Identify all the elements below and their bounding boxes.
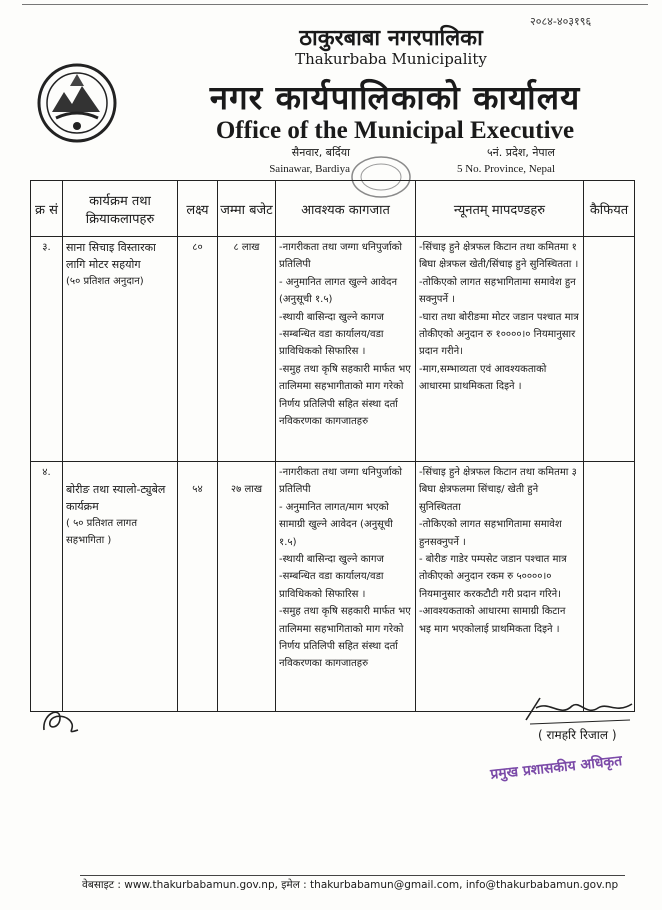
- target-value: ५४: [192, 484, 203, 495]
- row-documents: [276, 462, 416, 712]
- row-program: [63, 237, 178, 462]
- header-criteria: न्यूनतम् मापदण्डहरु: [416, 181, 584, 237]
- budget-value: २७ लाख: [230, 484, 263, 495]
- criteria-item: -सिंचाइ हुने क्षेत्रफल किटान तथा कमितमा ३ बिघा क्षेत्रफलमा सिंचाइ/ खेती हुने सुनिस्चितता: [419, 467, 577, 513]
- criteria-item: -आवश्यकताको आधारमा सामाग्री किटान भइ माग भएकोलाई प्राथमिकता दिइने ।: [419, 606, 566, 635]
- row-budget: ८ लाख: [218, 237, 276, 462]
- document-item: -नागरीकता तथा जग्गा धनिपुर्जाको प्रतिलिपी: [279, 467, 402, 496]
- row-sn: ३.: [31, 237, 63, 462]
- row-target: ८०: [178, 237, 218, 462]
- criteria-item: -तोकिएको लागत सहभागितामा समावेश हुन सक्नुपर्ने ।: [419, 276, 576, 306]
- program-name: साना सिचाइ विस्तारका लागि मोटर सहयोग: [66, 241, 156, 271]
- document-item: -समुह तथा कृषि सहकारी मार्फत भए तालिममा सहभागीताको माग गरेको निर्णय प्रतिलिपी सहित संस्था दर्ता नविकरणका कागजातहरु: [279, 363, 411, 428]
- document-item: -नागरीकता तथा जग्गा धनिपुर्जाको प्रतिलिपी: [279, 242, 402, 271]
- document-item: -समुह तथा कृषि सहकारी मार्फत भए तालिममा सहभागिताको माग गरेको निर्णय प्रतिलिपी सहित संस्था दर्ता नविकरणका कागजातहरु: [279, 606, 411, 670]
- header-documents: आवश्यक कागजात: [276, 181, 416, 237]
- row-criteria: [416, 237, 584, 462]
- header-sn: क्र सं: [31, 181, 63, 237]
- address-left-english: Sainawar, Bardiya: [269, 163, 350, 175]
- document-item: -स्थायी बासिन्दा खुल्ने कागज: [279, 554, 384, 566]
- document-item: - अनुमानित लागत/माग भएको सामाग्री खुल्ने आवेदन (अनुसूची १.५): [279, 501, 393, 548]
- address-left-nepali: सैनवार, बर्दिया: [291, 146, 350, 159]
- program-table: [30, 180, 635, 712]
- footer-contact: वेबसाइट : www.thakurbabamun.gov.np, इमेल : thakurbabamun@gmail.com, info@thakurbabamun.gov.np: [82, 879, 619, 891]
- criteria-item: - बोरीङ गाडेर पम्पसेट जडान पश्चात मात्र तोकीएको अनुदान रकम रु ५००००।० नियमानुसार करकटौटी गरी प्रदान गरिने।: [419, 554, 567, 600]
- document-item: -सम्बन्धित वडा कार्यालय/वडा प्राविधिकको सिफारिस ।: [279, 571, 384, 600]
- municipality-name-english: Thakurbaba Municipality: [295, 50, 487, 68]
- document-reference: २०८४-४०३१९६: [530, 15, 592, 28]
- document-item: -सम्बन्धित वडा कार्यालय/वडा प्राविधिकको सिफारिस ।: [279, 329, 384, 358]
- top-rule: [22, 4, 648, 5]
- office-title-english: Office of the Municipal Executive: [215, 117, 575, 144]
- table-header-row: [31, 181, 635, 237]
- footer-rule: [80, 875, 625, 876]
- program-name: बोरीङ तथा स्यालो-ट्युबेल कार्यक्रम: [66, 483, 166, 513]
- row-budget: [218, 462, 276, 712]
- row-criteria: [416, 462, 584, 712]
- criteria-item: -घारा तथा बोरीङमा मोटर जडान पश्चात मात्र तोकीएको अनुदान रु १००००।० नियमानुसार प्रदान गरीने।: [419, 311, 579, 358]
- address-left: [240, 145, 350, 177]
- program-note: (५० प्रतिशत अनुदान): [66, 276, 144, 287]
- row-remarks: [584, 237, 635, 462]
- program-note: ( ५० प्रतिशत लागत सहभागिता ): [66, 518, 138, 547]
- row-remarks: [584, 462, 635, 712]
- address-right-english: 5 No. Province, Nepal: [456, 163, 555, 175]
- row-program: [63, 462, 178, 712]
- signatory-name: ( रामहरि रिजाल ): [538, 728, 617, 742]
- criteria-item: -माग,सम्भाव्यता एवं आवश्यकताको आधारमा प्राथमिकता दिइने ।: [419, 363, 547, 393]
- initials-signature-icon: [38, 700, 82, 740]
- criteria-item: -तोकिएको लागत सहभागितामा समावेश हुनसक्नुपर्ने ।: [419, 519, 562, 548]
- address-right-nepali: ५नं. प्रदेश, नेपाल: [486, 146, 555, 159]
- municipality-name-nepali: ठाकुरबाबा नगरपालिका: [299, 26, 483, 51]
- row-target: [178, 462, 218, 712]
- address-right: [430, 145, 555, 177]
- table-row: [31, 237, 635, 462]
- designation-seal: प्रमुख प्रशासकीय अधिकृत: [489, 753, 623, 783]
- document-item: - अनुमानित लागत खुल्ने आवेदन (अनुसूची १.५): [279, 276, 397, 306]
- header-remarks: कैफियत: [584, 181, 635, 237]
- officer-signature-icon: [520, 690, 640, 730]
- office-title-nepali: नगर कार्यपालिकाको कार्यालय: [209, 78, 581, 117]
- criteria-item: -सिंचाइ हुने क्षेत्रफल किटान तथा कमितमा १ बिघा क्षेत्रफल खेती/सिंचाइ हुने सुनिस्चितता ।: [419, 242, 579, 271]
- row-sn: ४.: [31, 462, 63, 712]
- header-target: लक्ष्य: [178, 181, 218, 237]
- table-row: [31, 462, 635, 712]
- document-item: -स्थायी बासिन्दा खुल्ने कागज: [279, 311, 384, 323]
- header-budget: जम्मा बजेट: [218, 181, 276, 237]
- row-documents: [276, 237, 416, 462]
- header-program: कार्यक्रम तथा क्रियाकलापहरु: [63, 181, 178, 237]
